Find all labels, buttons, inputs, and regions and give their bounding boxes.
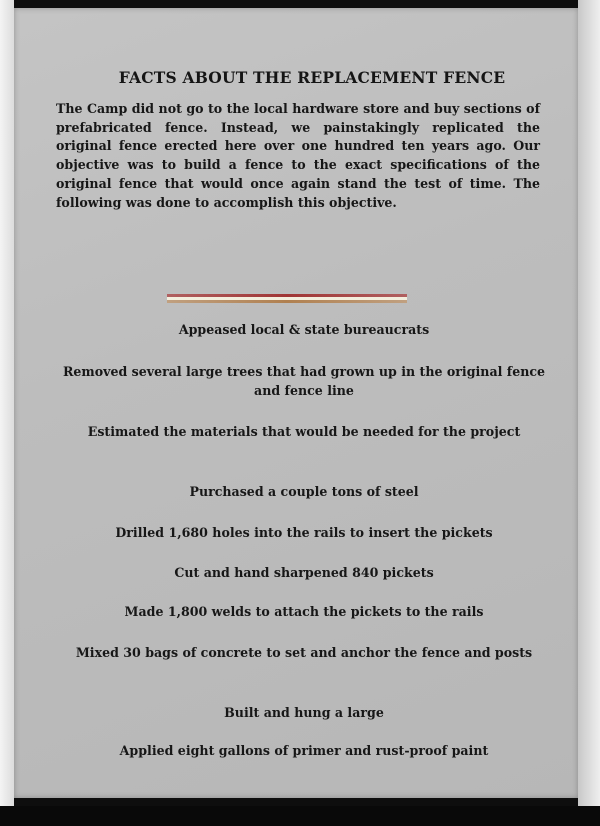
fact-item: Applied eight gallons of primer and rust-proof paint <box>119 743 489 758</box>
fact-item: Appeased local & state bureaucrats <box>178 322 430 337</box>
facts-list <box>14 8 578 798</box>
intro-paragraph: The Camp did not go to the local hardware store and buy sections of prefabricated fence. Instead, we painstakingly replicated the original fence erected here over one hundred ten years ago. Our objective was to build a fence to the exact specifications of the original fence that would once again stand the test of time. The following was done to accomplish this objective. <box>56 101 540 210</box>
fact-item: Made 1,800 welds to attach the pickets to the rails <box>124 604 484 619</box>
fact-item: Removed several large trees that had grown up in the original fence and fence line <box>62 364 546 398</box>
page-edge-left <box>0 0 14 806</box>
document-title: FACTS ABOUT THE REPLACEMENT FENCE <box>118 68 506 87</box>
background-strip <box>0 806 600 826</box>
fact-item: Estimated the materials that would be needed for the project <box>87 424 521 439</box>
fact-item: Drilled 1,680 holes into the rails to insert the pickets <box>115 525 493 540</box>
document-page <box>14 8 578 798</box>
fact-item: Purchased a couple tons of steel <box>189 484 419 499</box>
fact-item: Cut and hand sharpened 840 pickets <box>174 565 434 580</box>
page-edge-right <box>578 0 600 806</box>
fact-item: Mixed 30 bags of concrete to set and anchor the fence and posts <box>75 645 533 660</box>
fact-item: Built and hung a large <box>224 705 384 720</box>
